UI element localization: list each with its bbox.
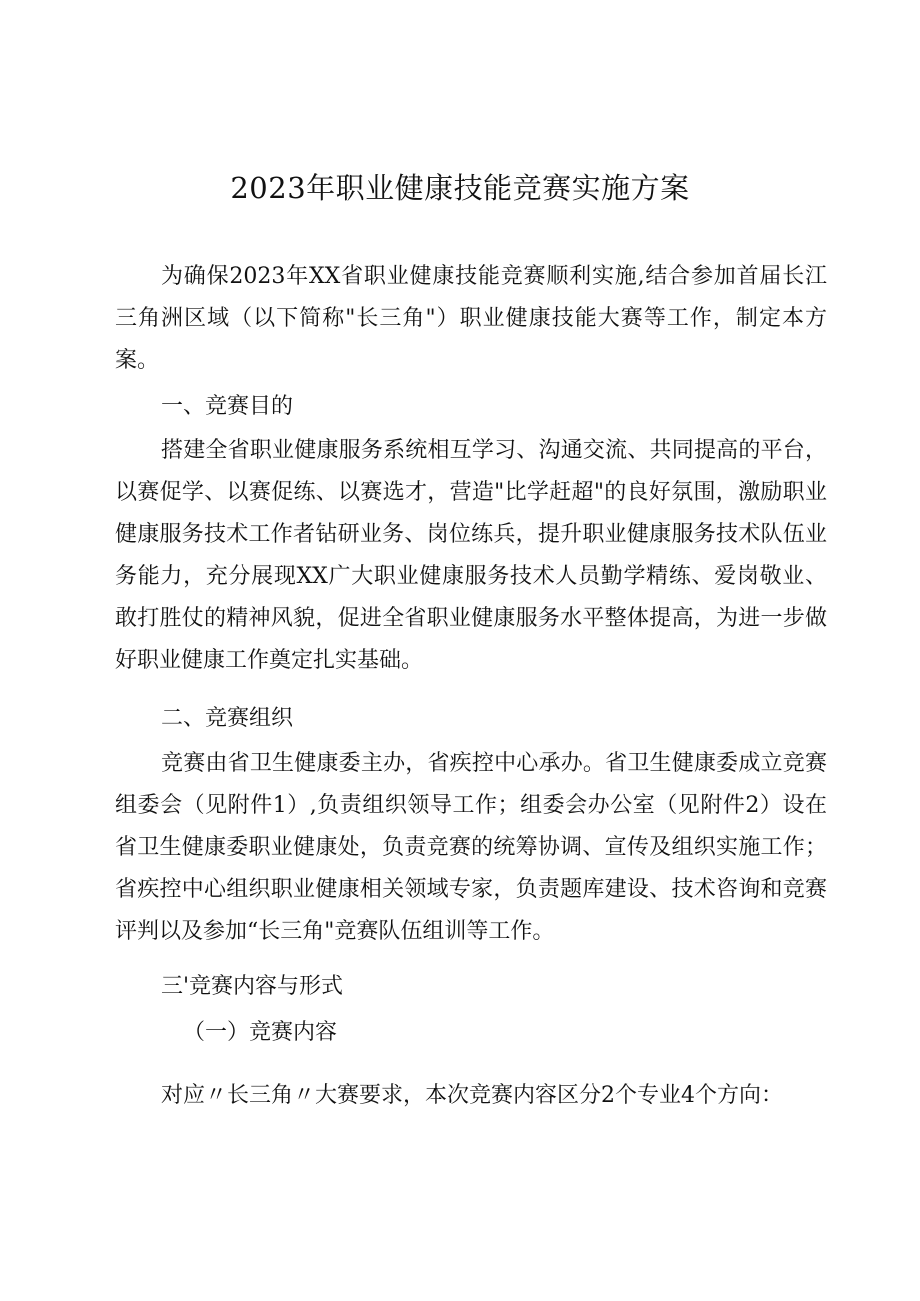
document-title: 2023年职业健康技能竞赛实施方案 [230,171,690,205]
section-heading-organization: 二、竞赛组织 [161,706,294,731]
subsection-heading-content: （一）竞赛内容 [183,1020,338,1045]
section-heading-purpose: 一、竞赛目的 [161,394,294,419]
section-heading-content-format: 三'竞赛内容与形式 [161,974,344,999]
section-body-organization: 竞赛由省卫生健康委主办，省疾控中心承办。省卫生健康委成立竞赛组委会（见附件1）,负责组织领导工作；组委会办公室（见附件2）设在省卫生健康委职业健康处，负责竞赛的统筹协调、宣传及组织实施工作；省疾控中心组织职业健康相关领域专家，负责题库建设、技术咨询和竞赛评判以及参加“长三角"竞赛队伍组训等工作。 [115,751,827,944]
intro-paragraph: 为确保2023年XX省职业健康技能竞赛顺利实施,结合参加首届长江三角洲区域（以下简称"长三角"）职业健康技能大赛等工作，制定本方案。 [115,264,827,373]
section-body-content: 对应〃长三角〃大赛要求，本次竞赛内容区分2个专业4个方向： [161,1083,783,1108]
section-body-purpose: 搭建全省职业健康服务系统相互学习、沟通交流、共同提高的平台，以赛促学、以赛促练、以赛选才，营造"比学赶超"的良好氛围，激励职业健康服务技术工作者钻研业务、岗位练兵，提升职业健康服务技术队伍业务能力，充分展现XX广大职业健康服务技术人员勤学精练、爱岗敬业、敢打胜仗的精神风貌，促进全省职业健康服务水平整体提高，为进一步做好职业健康工作奠定扎实基础。 [115,438,827,673]
